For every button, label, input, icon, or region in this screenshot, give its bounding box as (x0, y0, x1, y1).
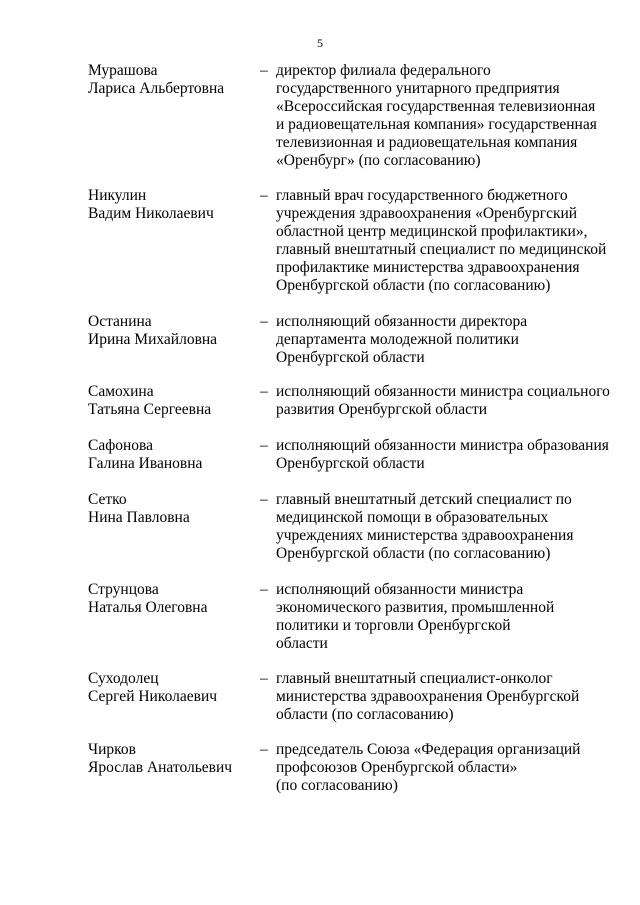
position-line: политики и торговли Оренбургской (276, 617, 511, 634)
member-surname: Суходолец (88, 670, 159, 687)
position-line: «Оренбург» (по согласованию) (276, 152, 481, 169)
position-line: Оренбургской области (276, 349, 425, 366)
position-line: исполняющий обязанности директора (276, 313, 528, 330)
dash-separator: – (260, 741, 268, 758)
member-given-names: Лариса Альбертовна (88, 80, 225, 97)
position-line: государственного унитарного предприятия (276, 80, 560, 97)
position-line: профилактике министерства здравоохранения (276, 259, 580, 276)
page-number: 5 (317, 36, 323, 50)
dash-separator: – (260, 313, 268, 330)
member-position (276, 187, 616, 295)
dash-separator: – (260, 62, 268, 79)
member-name (88, 313, 258, 349)
dash-separator: – (260, 581, 268, 598)
member-name (88, 383, 258, 419)
member-position (276, 437, 616, 473)
member-given-names: Сергей Николаевич (88, 688, 218, 705)
position-line: исполняющий обязанности министра социального (276, 383, 610, 400)
member-position (276, 491, 616, 563)
position-line: Оренбургской области (по согласованию) (276, 545, 551, 562)
dash-separator: – (260, 670, 268, 687)
position-line: исполняющий обязанности министра образования (276, 437, 609, 454)
member-surname: Сафонова (88, 437, 154, 454)
member-position (276, 62, 616, 170)
position-line: области (276, 635, 328, 652)
member-given-names: Ярослав Анатольевич (88, 759, 233, 776)
member-position (276, 670, 616, 724)
position-line: главный внештатный специалист по медицинской (276, 241, 607, 258)
member-name (88, 62, 258, 98)
position-line: (по согласованию) (276, 777, 398, 794)
dash-separator: – (260, 187, 268, 204)
dash-separator: – (260, 437, 268, 454)
position-line: председатель Союза «Федерация организаций (276, 741, 581, 758)
position-line: медицинской помощи в образовательных (276, 509, 549, 526)
member-surname: Струнцова (88, 581, 159, 598)
position-line: области (по согласованию) (276, 706, 454, 723)
member-name (88, 437, 258, 473)
member-position (276, 313, 616, 367)
position-line: экономического развития, промышленной (276, 599, 555, 616)
member-surname: Останина (88, 313, 152, 330)
position-line: профсоюзов Оренбургской области» (276, 759, 518, 776)
member-name (88, 187, 258, 223)
member-surname: Никулин (88, 187, 147, 204)
position-line: Оренбургской области (по согласованию) (276, 277, 551, 294)
position-line: главный внештатный детский специалист по (276, 491, 572, 508)
member-surname: Сетко (88, 491, 127, 508)
member-position (276, 741, 616, 795)
member-name (88, 741, 258, 777)
member-name (88, 670, 258, 706)
member-surname: Чирков (88, 741, 136, 758)
position-line: учреждениях министерства здравоохранения (276, 527, 574, 544)
member-name (88, 581, 258, 617)
member-given-names: Наталья Олеговна (88, 599, 208, 616)
member-position (276, 383, 616, 419)
dash-separator: – (260, 383, 268, 400)
member-given-names: Вадим Николаевич (88, 205, 214, 222)
position-line: департамента молодежной политики (276, 331, 519, 348)
position-line: и радиовещательная компания» государственная (276, 116, 597, 133)
position-line: главный внештатный специалист-онколог (276, 670, 553, 687)
member-surname: Мурашова (88, 62, 158, 79)
position-line: директор филиала федерального (276, 62, 491, 79)
member-given-names: Ирина Михайловна (88, 331, 218, 348)
position-line: главный врач государственного бюджетного (276, 187, 568, 204)
position-line: телевизионная и радиовещательная компания (276, 134, 578, 151)
position-line: развития Оренбургской области (276, 401, 488, 418)
member-position (276, 581, 616, 653)
member-given-names: Галина Ивановна (88, 455, 203, 472)
position-line: исполняющий обязанности министра (276, 581, 524, 598)
member-surname: Самохина (88, 383, 154, 400)
dash-separator: – (260, 491, 268, 508)
position-line: областной центр медицинской профилактики», (276, 223, 588, 240)
member-name (88, 491, 258, 527)
position-line: Оренбургской области (276, 455, 425, 472)
position-line: учреждения здравоохранения «Оренбургский (276, 205, 578, 222)
member-given-names: Татьяна Сергеевна (88, 401, 212, 418)
position-line: министерства здравоохранения Оренбургской (276, 688, 580, 705)
position-line: «Всероссийская государственная телевизионная (276, 98, 596, 115)
member-given-names: Нина Павловна (88, 509, 190, 526)
